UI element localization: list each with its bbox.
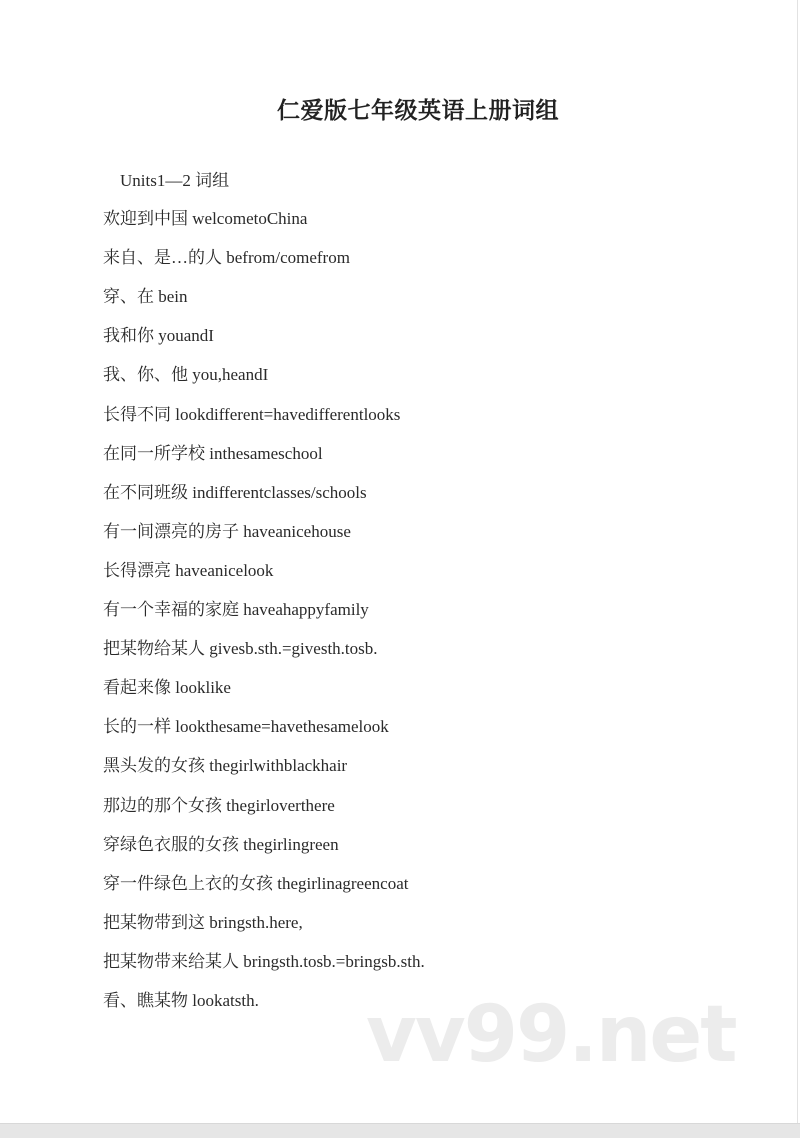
phrase-line: 我、你、他 you,heandI [103, 365, 269, 385]
phrase-line: 长的一样 lookthesame=havethesamelook [103, 717, 389, 737]
phrase-line: 我和你 youandI [103, 326, 214, 346]
watermark: vv99.net [366, 990, 736, 1080]
phrase-line: 在不同班级 indifferentclasses/schools [103, 482, 367, 502]
section-heading: Units1—2 词组 [120, 171, 230, 190]
phrase-line: 来自、是…的人 befrom/comefrom [103, 248, 350, 268]
phrase-line: 穿、在 bein [103, 287, 188, 307]
phrase-line: 看起来像 looklike [103, 678, 231, 698]
phrase-line: 看、瞧某物 lookatsth. [103, 991, 259, 1010]
page-bottom-edge [0, 1123, 800, 1138]
phrase-line: 把某物带到这 bringsth.here, [103, 912, 303, 932]
phrase-line: 长得不同 lookdifferent=havedifferentlooks [103, 404, 401, 424]
phrase-line: 把某物给某人 givesb.sth.=givesth.tosb. [103, 639, 378, 659]
phrase-line: 有一间漂亮的房子 haveanicehouse [103, 521, 351, 541]
phrase-line: 在同一所学校 inthesameschool [103, 443, 323, 463]
phrase-line: 欢迎到中国 welcometoChina [103, 209, 308, 228]
phrase-line: 穿绿色衣服的女孩 thegirlingreen [103, 834, 339, 854]
phrase-line: 长得漂亮 haveanicelook [103, 560, 274, 580]
phrase-line: 那边的那个女孩 thegirloverthere [103, 795, 335, 815]
phrase-line: 有一个幸福的家庭 haveahappyfamily [103, 600, 369, 619]
phrase-line: 穿一件绿色上衣的女孩 thegirlinagreencoat [103, 873, 409, 893]
document-title: 仁爱版七年级英语上册词组 [277, 98, 559, 124]
phrase-line: 把某物带来给某人 bringsth.tosb.=bringsb.sth. [103, 951, 425, 971]
phrase-line: 黑头发的女孩 thegirlwithblackhair [103, 756, 348, 776]
